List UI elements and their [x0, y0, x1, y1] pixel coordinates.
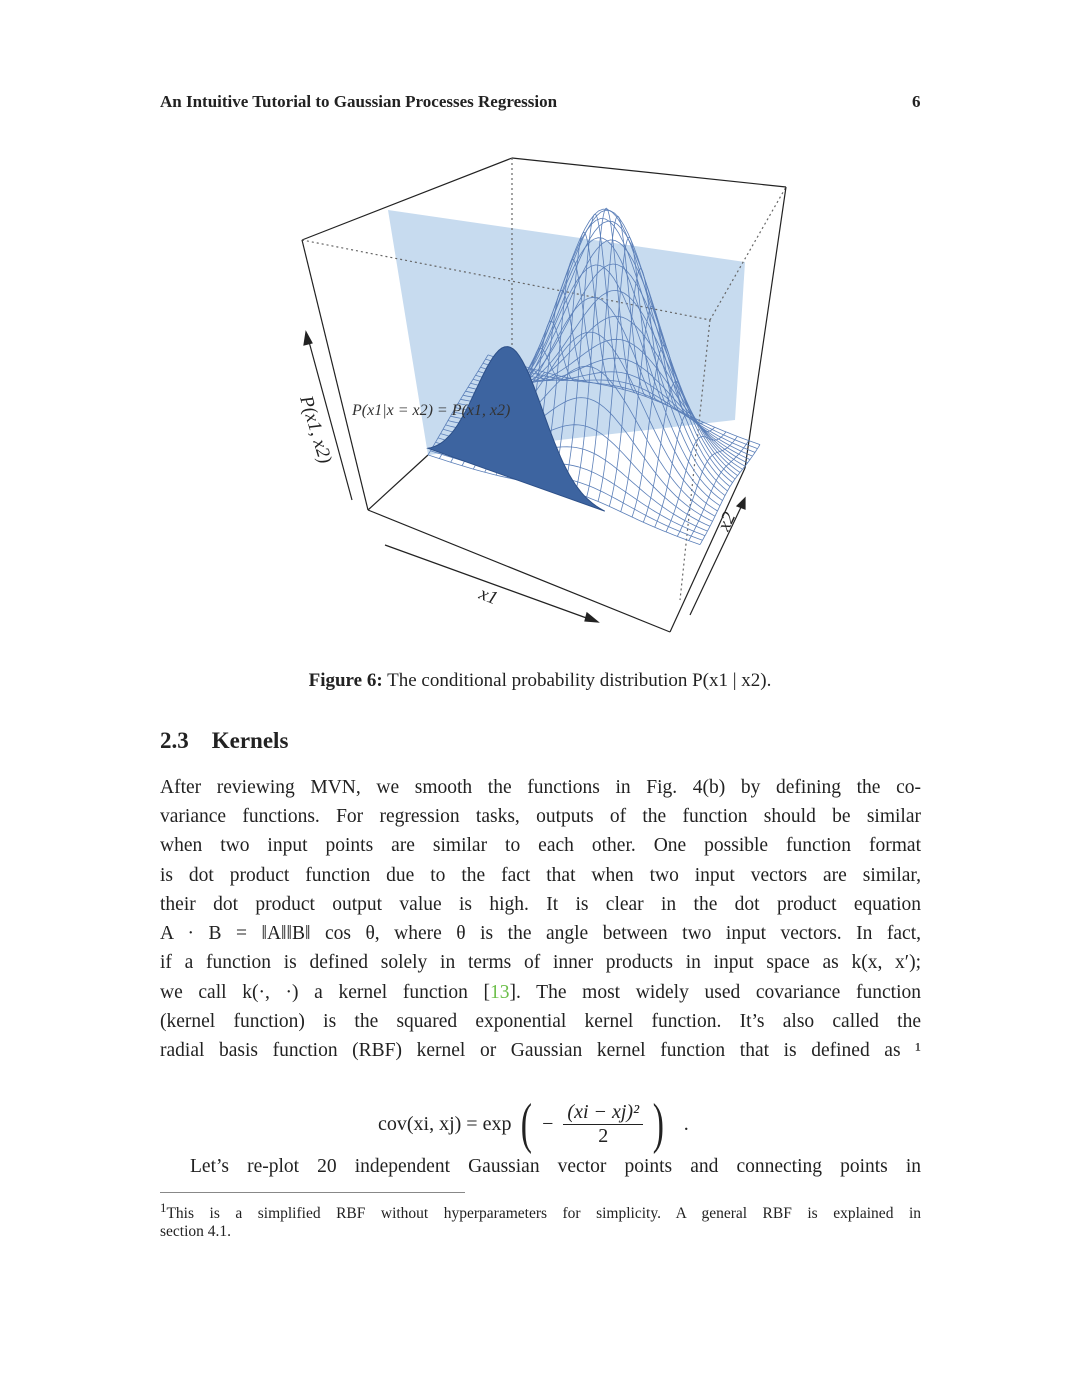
footnote-line: section 4.1. [160, 1223, 232, 1240]
section-number: 2.3 [160, 728, 189, 753]
paragraph-line: their dot product output value is high. It is clear in the dot product equation [160, 894, 921, 915]
figure-3d-gaussian [0, 0, 1080, 660]
footnote-mark: 1 [160, 1200, 167, 1215]
box-edge [302, 240, 368, 510]
equation-period: . [683, 1112, 689, 1135]
minus-sign: − [542, 1112, 554, 1135]
equation-numerator: (xi − xj)² [563, 1101, 643, 1125]
box-edge [670, 468, 745, 632]
section-heading [160, 728, 288, 754]
citation-link[interactable]: 13 [490, 982, 510, 1003]
footnote [160, 1198, 921, 1223]
paragraph-line: After reviewing MVN, we smooth the functions in Fig. 4(b) by defining the co- [160, 777, 921, 798]
paragraph-line [160, 981, 921, 1005]
paragraph-line: A · B = ‖A‖‖B‖ cos θ, where θ is the angle between two input vectors. In fact, [160, 923, 921, 944]
footnote-rule [160, 1192, 465, 1193]
conditional-annotation: P(x1|x = x2) = P(x1, x2) [352, 402, 511, 419]
text: we call k(·, ·) a kernel function [ [160, 982, 490, 1003]
x1-axis-label: x1 [476, 583, 501, 610]
section-title: Kernels [211, 728, 289, 753]
mesh-line [655, 413, 715, 528]
caption-label: Figure 6: [308, 670, 383, 691]
paren: ( [521, 1093, 533, 1155]
x2-axis-label: x2 [713, 508, 741, 535]
text: ]. The most widely used covariance function [509, 982, 921, 1003]
equation-denominator: 2 [598, 1124, 609, 1147]
arrowhead [585, 613, 598, 622]
paragraph-line: when two input points are similar to each other. One possible function format [160, 835, 921, 856]
arrowhead [304, 332, 312, 345]
box-edge [368, 510, 670, 632]
box-edge [368, 455, 428, 510]
arrowhead [737, 498, 745, 509]
footnote-line: This is a simplified RBF without hyperparameters for simplicity. A general RBF is explained in [166, 1205, 921, 1223]
running-header-title: An Intuitive Tutorial to Gaussian Processes Regression [160, 92, 558, 111]
rbf-equation [378, 1092, 689, 1156]
paragraph-line: variance functions. For regression tasks, outputs of the function should be similar [160, 806, 921, 827]
box-edge [745, 187, 786, 468]
equation-lhs: cov(xi, xj) = exp [378, 1112, 512, 1135]
paragraph-line: is dot product function due to the fact that when two input vectors are similar, [160, 865, 921, 886]
paragraph-line: radial basis function (RBF) kernel or Gaussian kernel function that is defined as ¹ [160, 1040, 921, 1061]
figure-caption [0, 670, 1080, 692]
caption-text: The conditional probability distribution P(x1 | x2). [387, 670, 772, 691]
paragraph-line: (kernel function) is the squared exponential kernel function. It’s also called the [160, 1011, 921, 1032]
next-paragraph: Let’s re-plot 20 independent Gaussian vector points and connecting points in [190, 1156, 921, 1177]
paragraph-line: if a function is defined solely in terms of inner products in input space as k(x, x′); [160, 952, 921, 973]
box-edge [512, 158, 786, 187]
page-number: 6 [912, 92, 921, 111]
x1-axis-arrow [385, 545, 592, 620]
fraction [563, 1101, 643, 1148]
z-axis-label: P(x1, x2) [295, 393, 336, 467]
paren: ) [652, 1093, 665, 1155]
